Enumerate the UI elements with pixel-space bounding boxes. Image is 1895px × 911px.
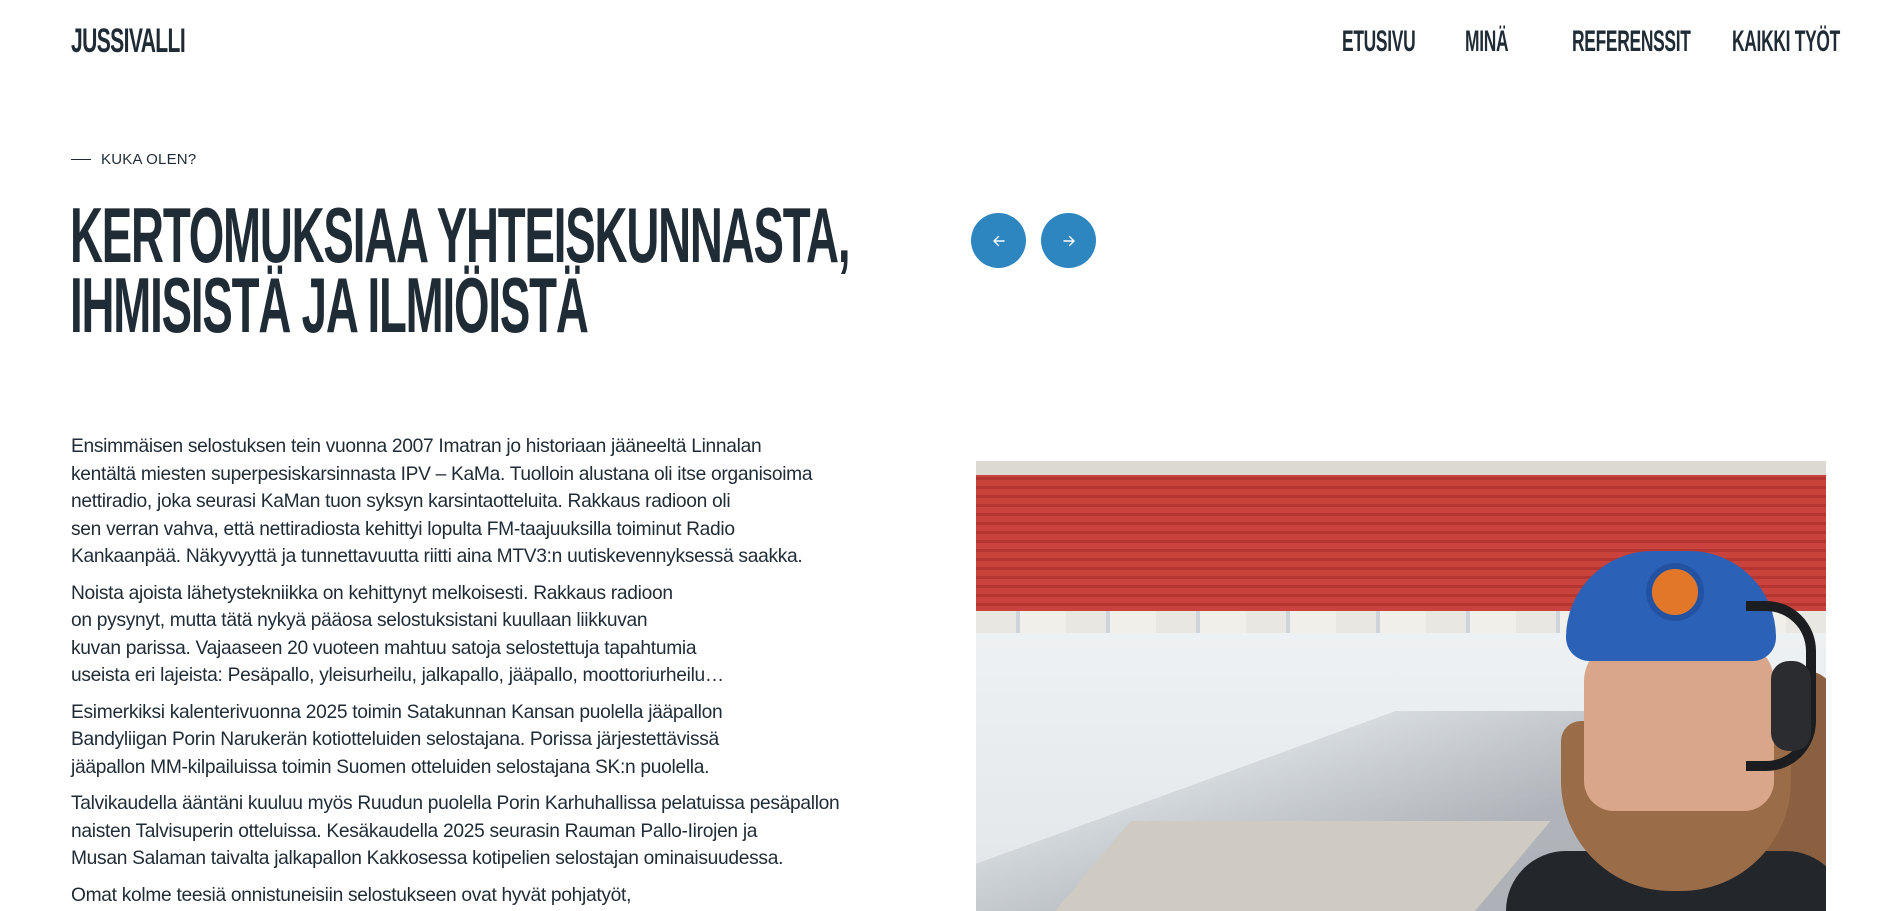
nav-item-etusivu[interactable]: ETUSIVU — [1342, 25, 1416, 58]
arrow-left-icon — [991, 233, 1007, 249]
nav-item-kaikki-tyot[interactable]: KAIKKI TYÖT — [1732, 25, 1840, 58]
slider-next-button[interactable] — [1041, 213, 1096, 268]
nav-item-referenssit[interactable]: REFERENSSIT — [1572, 25, 1691, 58]
paragraph-3: Esimerkiksi kalenterivuonna 2025 toimin Satakunnan Kansan puolella jääpallon Bandyliigan Porin Narukerän kotiotteluiden selostajana. Porissa järjestettävissä jääpallon MM-kilpailuissa toimin Suomen otteluiden selostajana SK:n puolella. — [71, 701, 723, 778]
paragraph-4: Talvikaudella ääntäni kuuluu myös Ruudun puolella Porin Karhuhallissa pelatuissa pesäpallon naisten Talvisuperin otteluissa. Kesäkaudella 2025 seurasin Rauman Pallo-Iirojen ja Musan Salaman taivalta jalkapallon Kakkosessa kotipelien selostajan ominaisuudessa. — [71, 793, 840, 869]
commentator — [1506, 511, 1826, 911]
slider-prev-button[interactable] — [971, 213, 1026, 268]
eyebrow-label: KUKA OLEN? — [101, 151, 197, 168]
eyebrow-dash — [71, 159, 91, 161]
paragraph-1: Ensimmäisen selostuksen tein vuonna 2007 Imatran jo historiaan jääneeltä Linnalan kentältä miesten superpesiskarsinnasta IPV – KaMa. Tuolloin alustana oli itse organisoima nettiradio, joka seurasi KaMan tuon syksyn karsintaotteluita. Rakkaus radioon oli sen verran vahva, että nettiradiosta kehittyi lopulta FM-taajuuksilla toiminut Radio Kankaanpää. Näkyvyyttä ja tunnettavuutta riitti aina MTV3:n uutiskevennyksessä saakka. — [71, 436, 813, 567]
about-text — [71, 433, 931, 911]
arrow-right-icon — [1061, 233, 1077, 249]
page-title — [70, 191, 1402, 349]
page-title-line-1: KERTOMUKSIAA YHTEISKUNNASTA, — [70, 191, 850, 279]
main-nav — [1295, 25, 1895, 65]
nav-item-mina[interactable]: MINÄ — [1465, 25, 1509, 58]
site-logo[interactable]: JUSSIVALLI — [71, 22, 186, 60]
commentator-photo — [976, 461, 1826, 911]
paragraph-5: Omat kolme teesiä onnistuneisiin selostukseen ovat hyvät pohjatyöt, — [71, 884, 632, 906]
paragraph-2: Noista ajoista lähetystekniikka on kehittynyt melkoisesti. Rakkaus radioon on pysynyt, mutta tätä nykyä pääosa selostuksistani kuullaan liikkuvan kuvan parissa. Vajaaseen 20 vuoteen mahtuu satoja selostettuja tapahtumia useista eri lajeista: Pesäpallo, yleisurheilu, jalkapallo, jääpallo, moottoriurheilu… — [71, 582, 724, 686]
section-eyebrow — [71, 151, 196, 168]
cap-logo-icon — [1646, 563, 1704, 621]
arena-roof — [976, 461, 1826, 475]
page-title-line-2: IHMISISTÄ JA ILMIÖISTÄ — [70, 261, 588, 349]
site-header — [0, 0, 1895, 90]
